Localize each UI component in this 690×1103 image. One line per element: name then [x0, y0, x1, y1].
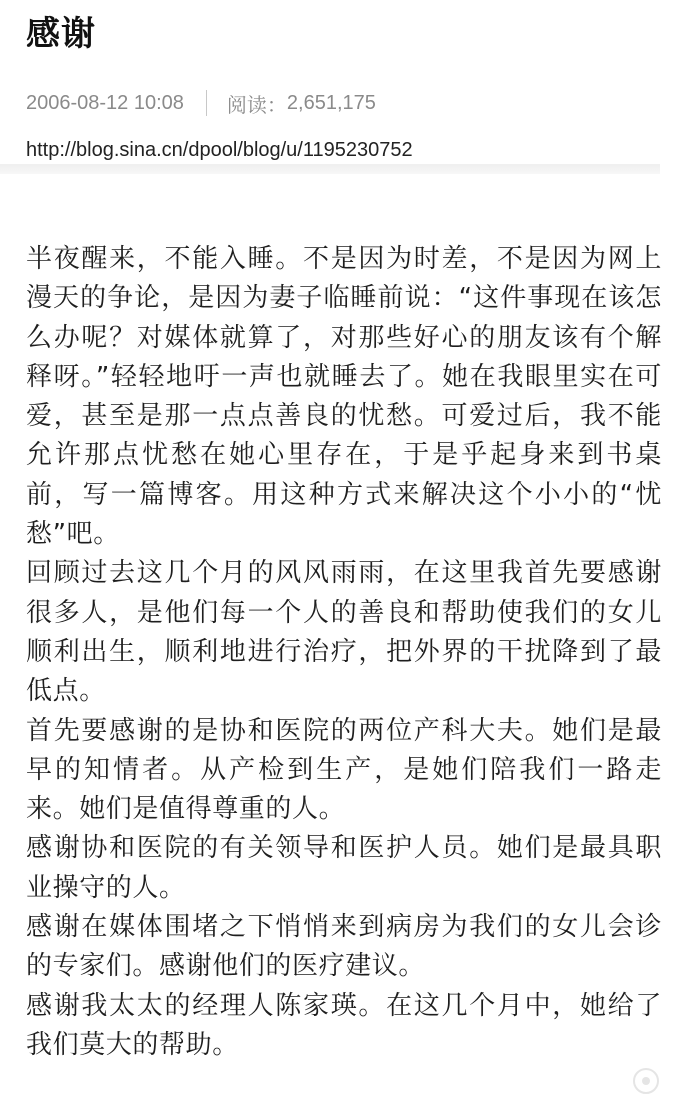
post-url-link[interactable]: http://blog.sina.cn/dpool/blog/u/1195230752 — [26, 139, 413, 161]
article-paragraph-6: 感谢我太太的经理人陈家瑛。在这几个月中，她给了我们莫大的帮助。 — [26, 990, 662, 1060]
article-paragraph-2: 回顾过去这几个月的风风雨雨，在这里我首先要感谢很多人，是他们每一个人的善良和帮助使我们的女儿顺利出生，顺利地进行治疗，把外界的干扰降到了最低点。 — [26, 558, 662, 707]
post-title: 感谢 — [26, 14, 96, 54]
meta-divider — [206, 90, 207, 116]
header-separator — [0, 164, 660, 174]
article-paragraph-3: 首先要感谢的是协和医院的两位产科大夫。她们是最早的知情者。从产检到生产，是她们陪我们一路走来。她们是值得尊重的人。 — [26, 715, 662, 825]
read-count-value: 2,651,175 — [286, 91, 376, 114]
post-date: 2006-08-12 10:08 — [26, 91, 184, 114]
article-body — [26, 240, 662, 1065]
article-paragraph-1: 半夜醒来，不能入睡。不是因为时差，不是因为网上漫天的争论，是因为妻子临睡前说：“这件事现在该怎么办呢？对媒体就算了，对那些好心的朋友该有个解释呀。”轻轻地吁一声也就睡去了。她在我眼里实在可爱，甚至是那一点点善良的忧愁。可爱过后，我不能允许那点忧愁在她心里存在，于是乎起身来到书桌前，写一篇博客。用这种方式来解决这个小小的“忧愁”吧。 — [26, 244, 662, 550]
watermark-logo-icon — [622, 1059, 670, 1099]
article-paragraph-5: 感谢在媒体围堵之下悄悄来到病房为我们的女儿会诊的专家们。感谢他们的医疗建议。 — [26, 912, 662, 982]
article-paragraph-4: 感谢协和医院的有关领导和医护人员。她们是最具职业操守的人。 — [26, 833, 662, 903]
post-meta — [26, 86, 376, 120]
read-count-label: 阅读： — [226, 94, 287, 117]
